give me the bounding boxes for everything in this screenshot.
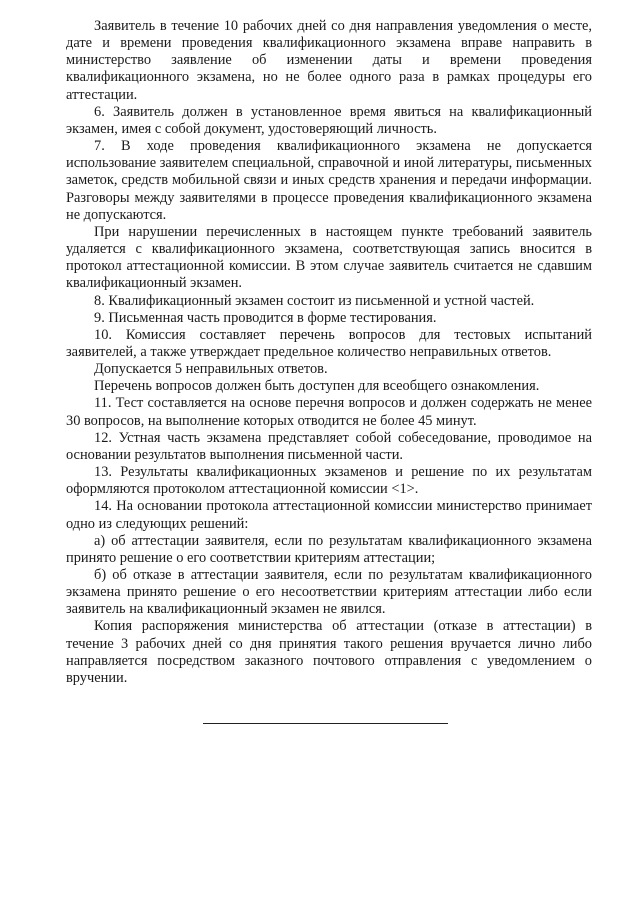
paragraph-violation: При нарушении перечисленных в настоящем пункте требований заявитель удаляется с квалификационного экзамена, соответствующая запись вносится в протокол аттестационной комиссии. В этом случае заявитель считается не сдавшим квалификационный экзамен.	[66, 223, 592, 292]
paragraph-questions-public: Перечень вопросов должен быть доступен для всеобщего ознакомления.	[94, 378, 540, 395]
paragraph-item-14b: б) об отказе в аттестации заявителя, если по результатам квалификационного экзамена принято решение о его несоответствии критериям аттестации либо если заявитель на квалификационный экзамен не явился.	[66, 567, 592, 618]
paragraph-exam-date-change: Заявитель в течение 10 рабочих дней со дня направления уведомления о месте, дате и времени проведения квалификационного экзамена вправе направить в министерство заявление об изменении даты и времени проведения квалификационного экзамена, но не более одного раза в рамках процедуры его аттестации.	[66, 18, 592, 103]
paragraph-item-12: 12. Устная часть экзамена представляет собой собеседование, проводимое на основании результатов выполнения письменной части.	[66, 429, 592, 463]
paragraph-item-13: 13. Результаты квалификационных экзаменов и решение по их результатам оформляются протоколом аттестационной комиссии <1>.	[66, 464, 592, 498]
paragraph-order-copy: Копия распоряжения министерства об аттестации (отказе в аттестации) в течение 3 рабочих дней со дня принятия такого решения вручается лично либо направляется посредством заказного почтового отправления с уведомлением о вручении.	[66, 618, 592, 686]
paragraph-item-6: 6. Заявитель должен в установленное время явиться на квалификационный экзамен, имея с собой документ, удостоверяющий личность.	[66, 103, 592, 137]
paragraph-item-8: 8. Квалификационный экзамен состоит из письменной и устной частей.	[94, 292, 535, 309]
paragraph-item-14a: а) об аттестации заявителя, если по результатам квалификационного экзамена принято решение о его соответствии критериям аттестации;	[66, 532, 592, 566]
paragraph-item-7: 7. В ходе проведения квалификационного экзамена не допускается использование заявителем специальной, справочной и иной литературы, письменных заметок, средств мобильной связи и иных средств хранения и передачи информации. Разговоры между заявителями в процессе проведения квалификационного экзамена не допускаются.	[66, 138, 592, 223]
document-body	[66, 18, 592, 687]
paragraph-wrong-answers: Допускается 5 неправильных ответов.	[94, 361, 328, 378]
paragraph-item-9: 9. Письменная часть проводится в форме тестирования.	[94, 309, 437, 326]
footnote-divider	[203, 723, 448, 724]
paragraph-item-10: 10. Комиссия составляет перечень вопросов для тестовых испытаний заявителей, а также утверждает предельное количество неправильных ответов.	[66, 326, 592, 360]
paragraph-item-14: 14. На основании протокола аттестационной комиссии министерство принимает одно из следующих решений:	[66, 498, 592, 532]
paragraph-item-11: 11. Тест составляется на основе перечня вопросов и должен содержать не менее 30 вопросов, на выполнение которых отводится не более 45 минут.	[66, 395, 592, 429]
